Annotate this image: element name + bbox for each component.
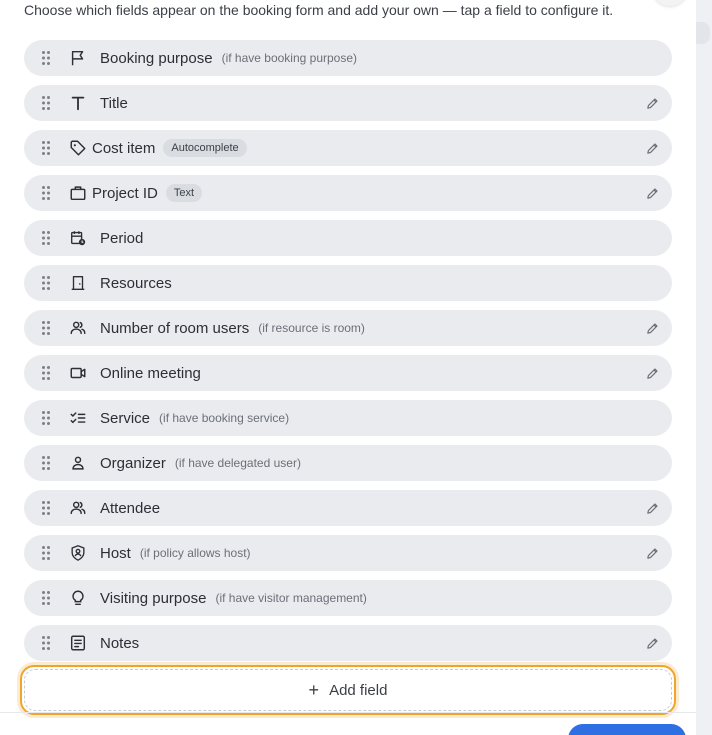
- field-row[interactable]: [24, 130, 672, 166]
- pencil-icon[interactable]: [644, 500, 660, 516]
- checklist-icon: [68, 408, 88, 428]
- field-row[interactable]: [24, 580, 672, 616]
- drag-handle-icon[interactable]: [24, 40, 68, 76]
- field-row[interactable]: [24, 535, 672, 571]
- drag-handle-icon[interactable]: [24, 580, 68, 616]
- drag-handle-icon[interactable]: [24, 310, 68, 346]
- drag-handle-icon[interactable]: [24, 400, 68, 436]
- close-button[interactable]: [652, 0, 688, 6]
- shield-user-icon: [68, 543, 88, 563]
- field-row[interactable]: [24, 175, 672, 211]
- drag-handle-icon[interactable]: [24, 355, 68, 391]
- pencil-icon[interactable]: [644, 365, 660, 381]
- drag-handle-icon[interactable]: [24, 445, 68, 481]
- field-condition-note: (if resource is room): [258, 321, 365, 335]
- field-row[interactable]: [24, 40, 672, 76]
- field-type-badge: Text: [166, 184, 202, 202]
- field-label: Number of room users: [100, 319, 250, 337]
- drag-handle-icon[interactable]: [24, 625, 68, 661]
- calendar-clock-icon: [68, 228, 88, 248]
- add-field-label: Add field: [329, 681, 388, 699]
- pencil-icon[interactable]: [644, 140, 660, 156]
- pencil-icon[interactable]: [644, 320, 660, 336]
- field-row[interactable]: [24, 310, 672, 346]
- field-label: Project ID: [92, 184, 158, 202]
- field-type-badge: Autocomplete: [163, 139, 246, 157]
- background-strip: [696, 0, 712, 735]
- notes-icon: [68, 633, 88, 653]
- field-label: Service: [100, 409, 151, 427]
- field-row[interactable]: [24, 265, 672, 301]
- field-label: Online meeting: [100, 364, 201, 382]
- add-field-button[interactable]: [24, 669, 672, 711]
- field-condition-note: (if policy allows host): [139, 546, 251, 560]
- field-label: Resources: [100, 274, 172, 292]
- text-icon: [68, 93, 88, 113]
- field-row[interactable]: [24, 220, 672, 256]
- field-condition-note: (if have booking service): [159, 411, 290, 425]
- field-row[interactable]: [24, 625, 672, 661]
- drag-handle-icon[interactable]: [24, 490, 68, 526]
- user-icon: [68, 453, 88, 473]
- field-row[interactable]: [24, 400, 672, 436]
- users-icon: [68, 498, 88, 518]
- door-icon: [68, 273, 88, 293]
- drag-handle-icon[interactable]: [24, 85, 68, 121]
- drag-handle-icon[interactable]: [24, 265, 68, 301]
- field-condition-note: (if have delegated user): [174, 456, 301, 470]
- field-label: Organizer: [100, 454, 166, 472]
- briefcase-icon: [68, 183, 88, 203]
- pencil-icon[interactable]: [644, 95, 660, 111]
- footer-divider: [0, 712, 696, 713]
- field-label: Period: [100, 229, 144, 247]
- drag-handle-icon[interactable]: [24, 130, 68, 166]
- primary-action-button[interactable]: [568, 724, 686, 735]
- field-row[interactable]: [24, 85, 672, 121]
- field-label: Booking purpose: [100, 49, 213, 67]
- video-icon: [68, 363, 88, 383]
- drag-handle-icon[interactable]: [24, 220, 68, 256]
- pencil-icon[interactable]: [644, 185, 660, 201]
- field-label: Cost item: [92, 139, 156, 157]
- field-list: [24, 40, 672, 670]
- field-condition-note: (if have visitor management): [215, 591, 367, 605]
- field-label: Notes: [100, 634, 140, 652]
- lightbulb-icon: [68, 588, 88, 608]
- pencil-icon[interactable]: [644, 635, 660, 651]
- field-label: Host: [100, 544, 131, 562]
- intro-text: Choose which fields appear on the booking form and add your own — tap a field to configure it.: [24, 2, 614, 18]
- field-label: Title: [100, 94, 128, 112]
- pencil-icon[interactable]: [644, 545, 660, 561]
- users-icon: [68, 318, 88, 338]
- scroll-handle[interactable]: [696, 22, 710, 44]
- field-label: Attendee: [100, 499, 161, 517]
- field-label: Visiting purpose: [100, 589, 207, 607]
- field-row[interactable]: [24, 490, 672, 526]
- field-row[interactable]: [24, 355, 672, 391]
- drag-handle-icon[interactable]: [24, 175, 68, 211]
- plus-icon: +: [308, 680, 320, 700]
- field-row[interactable]: [24, 445, 672, 481]
- tag-icon: [68, 138, 88, 158]
- field-condition-note: (if have booking purpose): [221, 51, 358, 65]
- drag-handle-icon[interactable]: [24, 535, 68, 571]
- flag-icon: [68, 48, 88, 68]
